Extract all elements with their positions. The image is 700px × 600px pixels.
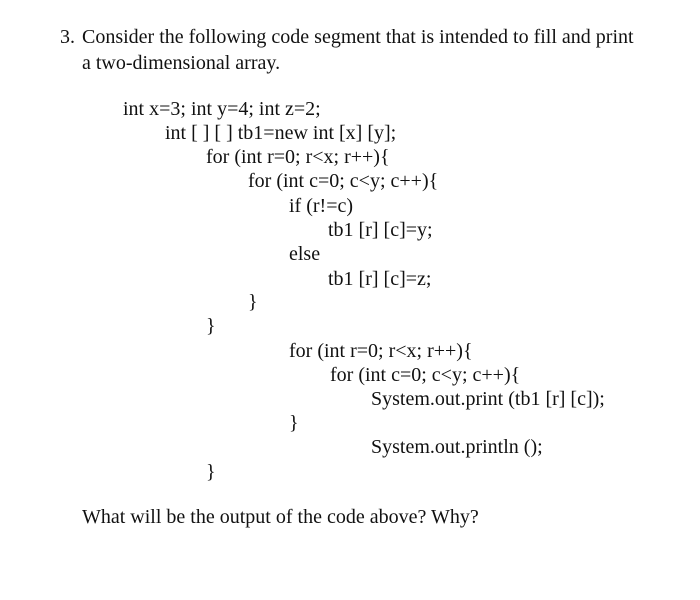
code-line-outer-loop-2: for (int r=0; r<x; r++){ (289, 340, 473, 362)
code-line-outer-loop-1: for (int r=0; r<x; r++){ (206, 146, 390, 168)
question-number: 3. (60, 26, 75, 48)
code-line-else: else (289, 243, 321, 265)
code-line-println: System.out.println (); (371, 436, 543, 458)
question-block (60, 24, 680, 76)
code-line-print: System.out.print (tb1 [r] [c]); (371, 388, 605, 410)
code-line-assign-z: tb1 [r] [c]=z; (328, 268, 432, 290)
code-line-close-outer-2: } (206, 461, 216, 483)
code-line-if: if (r!=c) (289, 195, 354, 217)
footer-question: What will be the output of the code above? Why? (82, 506, 479, 528)
question-text-1: Consider the following code segment that is intended to fill and print (82, 26, 634, 48)
code-line-inner-loop-2: for (int c=0; c<y; c++){ (330, 364, 521, 386)
question-text-2: a two-dimensional array. (82, 52, 281, 74)
code-line-close-inner-1: } (248, 291, 258, 313)
question-line-1 (60, 24, 680, 50)
code-line-close-outer-1: } (206, 315, 216, 337)
code-line-declare-array: int [ ] [ ] tb1=new int [x] [y]; (165, 122, 397, 144)
code-line-close-inner-2: } (289, 412, 299, 434)
code-line-inner-loop-1: for (int c=0; c<y; c++){ (248, 170, 439, 192)
code-line-assign-y: tb1 [r] [c]=y; (328, 219, 433, 241)
code-line-declare-vars: int x=3; int y=4; int z=2; (123, 98, 321, 120)
